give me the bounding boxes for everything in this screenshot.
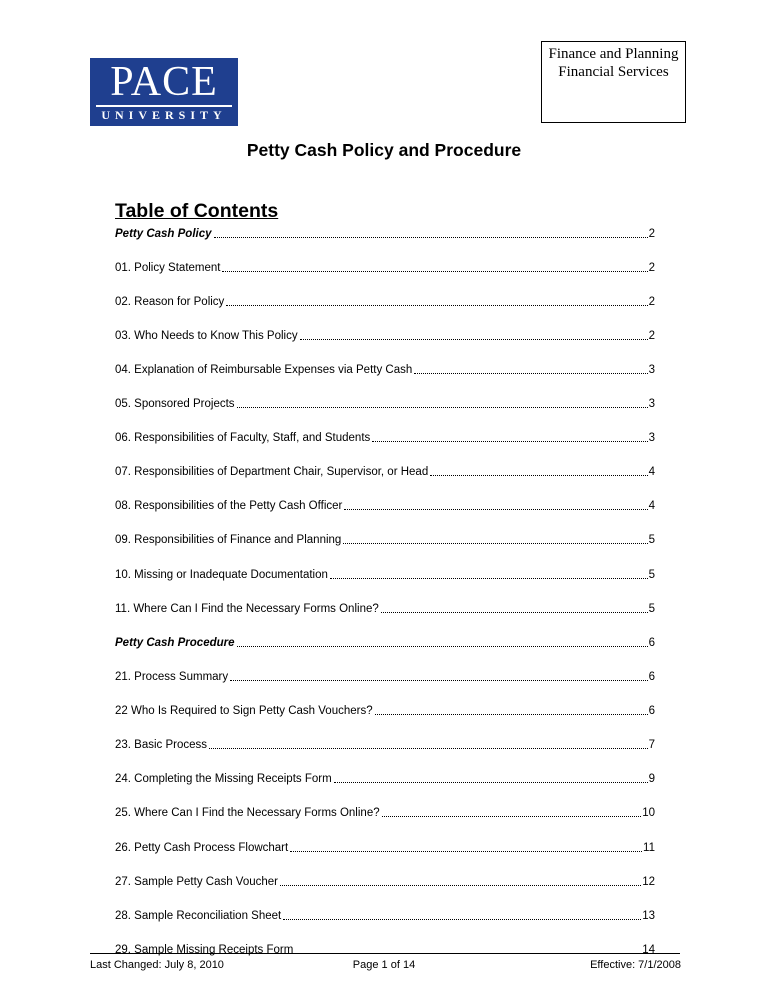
toc-entry[interactable]: [115, 328, 655, 344]
department-line-1: Finance and Planning: [548, 46, 679, 62]
toc-entry-label: 29. Sample Missing Receipts Form: [115, 944, 294, 956]
toc-entry-label: 21. Process Summary: [115, 671, 229, 683]
department-line-2: Financial Services: [558, 64, 669, 80]
toc-entry[interactable]: [115, 260, 655, 276]
toc-entry-page-number: 3: [648, 398, 655, 410]
toc-entry-page-number: 5: [648, 569, 655, 581]
toc-entry[interactable]: [115, 840, 655, 856]
toc-entry-label: 11. Where Can I Find the Necessary Forms Online?: [115, 603, 379, 615]
toc-entry[interactable]: [115, 703, 655, 719]
toc-entry[interactable]: [115, 669, 655, 685]
toc-entry-page-number: 6: [648, 671, 655, 683]
footer-effective-date: Effective: 7/1/2008: [590, 959, 681, 971]
toc-dot-leader: [414, 373, 647, 374]
toc-entry-page-number: 13: [642, 910, 655, 922]
toc-entry-page-number: 5: [648, 603, 655, 615]
toc-entry[interactable]: [115, 601, 655, 617]
document-title: Petty Cash Policy and Procedure: [246, 140, 522, 160]
logo-wordmark: PACE: [110, 59, 218, 105]
toc-entry-page-number: 3: [648, 364, 655, 376]
toc-entry[interactable]: [115, 567, 655, 583]
toc-entry[interactable]: [115, 362, 655, 378]
toc-entry-label: 27. Sample Petty Cash Voucher: [115, 876, 279, 888]
toc-entry-label: 23. Basic Process: [115, 739, 208, 751]
pace-university-logo: [90, 58, 238, 126]
toc-entry[interactable]: [115, 396, 655, 412]
toc-heading: Table of Contents: [115, 200, 279, 222]
toc-dot-leader: [382, 816, 642, 817]
toc-entry-label: Petty Cash Policy: [115, 228, 212, 240]
toc-entry-page-number: 14: [642, 944, 655, 956]
toc-dot-leader: [280, 885, 641, 886]
toc-entry-page-number: 7: [648, 739, 655, 751]
toc-entry-page-number: 11: [643, 842, 655, 854]
toc-entry-label: 08. Responsibilities of the Petty Cash Officer: [115, 500, 343, 512]
toc-dot-leader: [237, 646, 648, 647]
toc-entry[interactable]: [115, 464, 655, 480]
toc-dot-leader: [222, 271, 647, 272]
toc-entry-page-number: 4: [648, 466, 655, 478]
toc-entry-label: 24. Completing the Missing Receipts Form: [115, 773, 332, 785]
toc-entry-label: 03. Who Needs to Know This Policy: [115, 330, 298, 342]
toc-dot-leader: [343, 543, 647, 544]
toc-entry[interactable]: [115, 532, 655, 548]
toc-dot-leader: [330, 578, 648, 579]
toc-dot-leader: [381, 612, 648, 613]
toc-dot-leader: [209, 748, 648, 749]
toc-entry-label: 05. Sponsored Projects: [115, 398, 235, 410]
toc-entry-label: 28. Sample Reconciliation Sheet: [115, 910, 282, 922]
toc-dot-leader: [283, 919, 641, 920]
toc-dot-leader: [372, 441, 647, 442]
toc-entry[interactable]: [115, 498, 655, 514]
toc-entry-page-number: 9: [648, 773, 655, 785]
toc-entry-page-number: 6: [648, 705, 655, 717]
toc-entry-page-number: 2: [648, 330, 655, 342]
toc-entry-label: 10. Missing or Inadequate Documentation: [115, 569, 328, 581]
toc-entry[interactable]: [115, 908, 655, 924]
toc-entry-page-number: 6: [648, 637, 655, 649]
toc-dot-leader: [290, 851, 642, 852]
footer-divider: [90, 953, 680, 954]
toc-dot-leader: [430, 475, 647, 476]
toc-entry-label: 04. Explanation of Reimbursable Expenses via Petty Cash: [115, 364, 413, 376]
toc-entry-label: 26. Petty Cash Process Flowchart: [115, 842, 289, 854]
toc-entry[interactable]: [115, 874, 655, 890]
toc-entry-label: 06. Responsibilities of Faculty, Staff, and Students: [115, 432, 371, 444]
toc-dot-leader: [226, 305, 647, 306]
toc-entry[interactable]: [115, 942, 655, 958]
toc-dot-leader: [237, 407, 648, 408]
toc-entry-page-number: 10: [642, 807, 655, 819]
toc-entry-label: 02. Reason for Policy: [115, 296, 225, 308]
toc-entry-page-number: 2: [648, 262, 655, 274]
logo-subtitle: UNIVERSITY: [101, 108, 227, 122]
toc-dot-leader: [214, 237, 648, 238]
toc-entry-label: 22 Who Is Required to Sign Petty Cash Vouchers?: [115, 705, 373, 717]
toc-dot-leader: [300, 339, 648, 340]
toc-entry-page-number: 2: [648, 296, 655, 308]
toc-entry-label: 09. Responsibilities of Finance and Planning: [115, 534, 342, 546]
toc-entry-page-number: 12: [642, 876, 655, 888]
toc-entry-page-number: 2: [648, 228, 655, 240]
toc-entry-page-number: 3: [648, 432, 655, 444]
toc-section-heading[interactable]: [115, 635, 655, 651]
toc-entry-label: 01. Policy Statement: [115, 262, 221, 274]
toc-entry[interactable]: [115, 430, 655, 446]
toc-section-heading[interactable]: [115, 226, 655, 242]
toc-dot-leader: [375, 714, 648, 715]
toc-entry-page-number: 5: [648, 534, 655, 546]
footer-page-number: Page 1 of 14: [352, 959, 416, 971]
toc-entry[interactable]: [115, 737, 655, 753]
toc-entry[interactable]: [115, 771, 655, 787]
toc-entry[interactable]: [115, 805, 655, 821]
toc-dot-leader: [344, 509, 647, 510]
toc-entry-label: Petty Cash Procedure: [115, 637, 235, 649]
toc-dot-leader: [230, 680, 647, 681]
toc-entry-label: 07. Responsibilities of Department Chair, Supervisor, or Head: [115, 466, 429, 478]
footer-last-changed: Last Changed: July 8, 2010: [90, 959, 224, 971]
toc-entry-label: 25. Where Can I Find the Necessary Forms Online?: [115, 807, 380, 819]
toc-entry[interactable]: [115, 294, 655, 310]
toc-entry-page-number: 4: [648, 500, 655, 512]
department-box: [541, 41, 686, 123]
toc-dot-leader: [334, 782, 648, 783]
